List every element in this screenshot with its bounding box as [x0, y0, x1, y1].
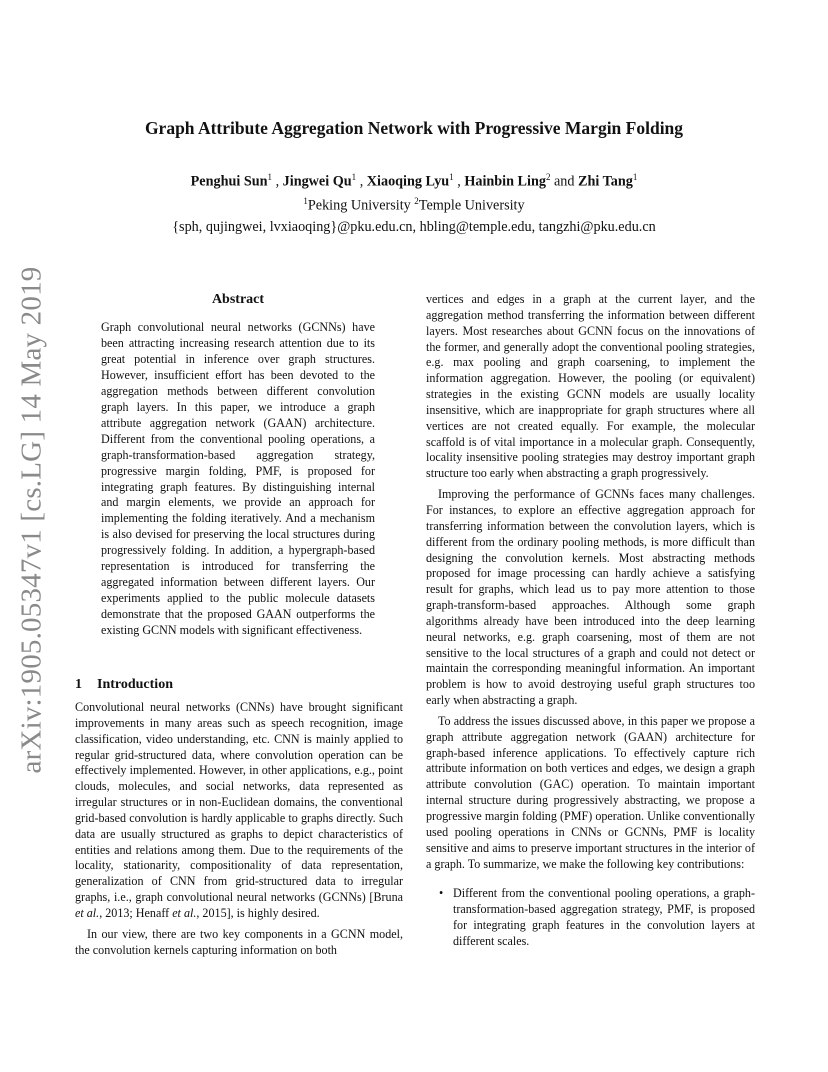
paragraph: [75, 700, 403, 922]
affil-mark: 2: [414, 196, 419, 206]
affiliations: [0, 196, 828, 215]
citation-etal: et al.: [172, 905, 197, 920]
paragraph: In our view, there are two key components in a GCNN model, the convolution kernels capturing information on both: [75, 926, 403, 957]
list-item-text: Different from the conventional pooling operations, a graph-transformation-based aggregation strategy, PMF, is proposed for integrating graph features in the convolution layers at different scales.: [453, 886, 755, 948]
author-name: Jingwei Qu: [282, 173, 352, 190]
left-column-body: [75, 700, 403, 964]
author-list: [0, 172, 828, 191]
author-affil-mark: 1: [449, 172, 454, 182]
paragraph-text: Convolutional neural networks (CNNs) have brought significant improvements in many areas such as speech recognition, image classification, video understanding, etc. CNN is mainly applied to regular grid-structured data, where convolution operation can be effectively implemented. However, in other applications, e.g., point clouds, molecules, and social networks, data represented as irregular structures or in non-Euclidean domains, the conventional grid-based convolution is hardly applicable to graphs directly. Such data are usually structured as graphs to depict characteristics of entities and relations among them. Due to the requirements of the locality, stationarity, compositionality of data representation, generalization of CNN from grid-structured data to irregular graphs, i.e., graph convolutional neural networks (GCNNs) [Bruna: [75, 700, 403, 905]
paragraph: Improving the performance of GCNNs faces many challenges. For instances, to explore an effective aggregation approach for transferring information between the convolution layers, which is different from the ordinary pooling methods, is more difficult than designing the convolution kernels. Most abstracting methods proposed for image processing can hardly achieve a satisfying result for graphs, which lead us to pay more attention to those graph-transform-based approaches. Although some graph algorithms already have been introduced into the deep learning neural networks, e.g. graph coarsening, most of them are not sensitive to the local structures of a graph and could not detect or maintain the corresponding meaningful information. An important problem is how to avoid destroying useful graph structures too early when abstracting a graph.: [426, 487, 755, 708]
author-separator: ,: [356, 173, 367, 190]
affil-institution: Temple University: [418, 197, 525, 214]
section-title: Introduction: [97, 677, 173, 692]
section-heading: [75, 677, 173, 693]
right-column-body: [426, 292, 755, 950]
paragraph: To address the issues discussed above, in this paper we propose a graph attribute aggregation network (GAAN) architecture for graph-based inference applications. To effectively capture rich attribute information on both vertices and edges, we design a graph attribute convolution (GAC) operation. To maintain important internal structure during progressively abstracting, we propose a progressive margin folding (PMF) operation. Unlike conventionally used pooling operations in CNNs or GCNNs, PMF is locality sensitive and aims to preserve important structures in the interior of a graph. To summarize, we make the following key contributions:: [426, 713, 755, 871]
author-separator: ,: [272, 173, 283, 190]
bullet-icon: •: [439, 886, 444, 901]
author-name: Zhi Tang: [578, 173, 633, 190]
affil-institution: Peking University: [307, 197, 415, 214]
author-affil-mark: 1: [351, 172, 357, 182]
author-affil-mark: 1: [267, 172, 273, 182]
arxiv-sidebar-stamp: [12, 266, 52, 774]
abstract-text: Graph convolutional neural networks (GCNNs) have been attracting increasing research attention due to its great potential in inference over graph structures. However, insufficient effort has been devoted to the aggregation methods between different convolution graph layers. In this paper, we introduce a graph attribute aggregation network (GAAN) architecture. Different from the conventional pooling operations, a graph-transformation-based aggregation strategy, progressive margin folding, PMF, is proposed for integrating graph features. By distinguishing internal and margin elements, we provide an approach for implementing the folding iteratively. And a mechanism is also devised for preserving the local structures during progressively folding. In addition, a hypergraph-based representation is introduced for transferring the aggregated information between different layers. Our experiments applied to the public molecule datasets demonstrate that the proposed GAAN outperforms the existing GCNN models with significant effectiveness.: [101, 320, 375, 638]
author-name: Xiaoqing Lyu: [366, 173, 450, 190]
paper-title: Graph Attribute Aggregation Network with Progressive Margin Folding: [144, 118, 684, 138]
abstract-heading: Abstract: [211, 292, 265, 307]
arxiv-identifier: arXiv:1905.05347v1 [cs.LG] 14 May 2019: [15, 266, 48, 774]
affil-mark: 1: [303, 196, 308, 206]
paragraph-text: , 2015], is highly desired.: [196, 905, 320, 920]
author-emails: {sph, qujingwei, lvxiaoqing}@pku.edu.cn, hbling@temple.edu, tangzhi@pku.edu.cn: [172, 219, 656, 235]
author-name: Penghui Sun: [190, 173, 268, 190]
citation-etal: et al.: [75, 905, 100, 920]
paragraph-text: , 2013; Henaff: [99, 905, 173, 920]
section-number: 1: [75, 677, 82, 692]
author-affil-mark: 1: [632, 172, 638, 182]
paragraph: vertices and edges in a graph at the current layer, and the aggregation method transferring the information between different layers. Most researches about GCNN focus on the innovations of the former, and generally adopt the conventional pooling strategies, e.g. max pooling and graph coarsening, to implement the information aggregation. However, the pooling (or equivalent) strategies in the existing GCNN models are usually locality insensitive, which are inappropriate for graph structures where all vertices are not created equally. For example, the molecular scaffold is of vital importance in a molecular graph. Consequently, locality insensitive pooling strategies may destroy important graph structure too early when abstracting a graph progressively.: [426, 292, 755, 481]
list-item: [439, 886, 755, 949]
author-name: Hainbin Ling: [464, 173, 546, 190]
author-separator: ,: [453, 173, 465, 190]
contribution-list: [426, 886, 755, 949]
author-separator: and: [550, 173, 579, 190]
author-affil-mark: 2: [545, 172, 551, 182]
